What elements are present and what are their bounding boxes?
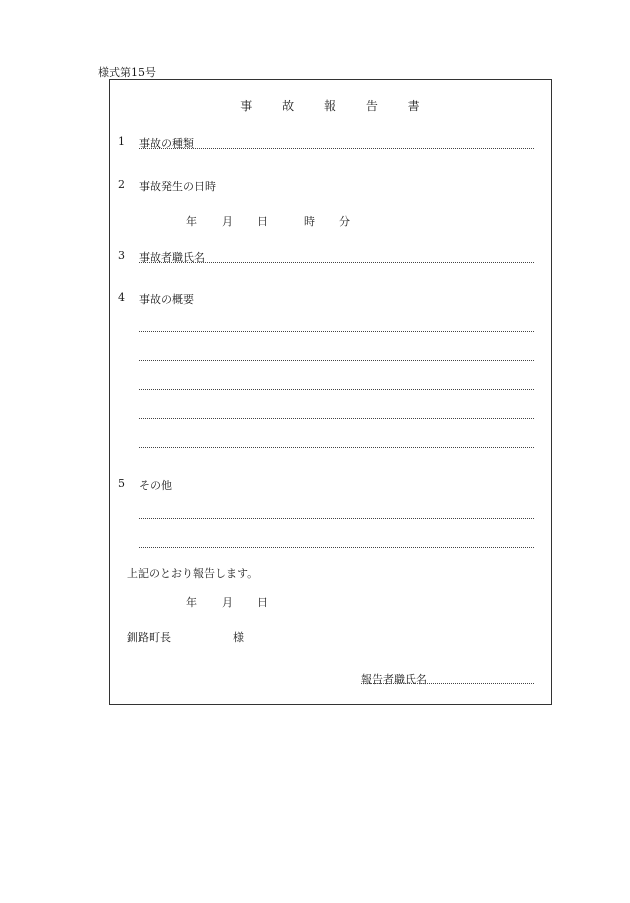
title-char: 事 bbox=[240, 99, 254, 113]
section-3-number: 3 bbox=[118, 249, 125, 262]
other-line[interactable] bbox=[139, 547, 534, 548]
section-2-label: 事故発生の日時 bbox=[139, 180, 216, 193]
section-4-number: 4 bbox=[118, 291, 125, 304]
summary-line[interactable] bbox=[139, 389, 534, 390]
addressee: 釧路町長 bbox=[127, 631, 171, 644]
report-month-label: 月 bbox=[222, 596, 233, 609]
summary-line[interactable] bbox=[139, 418, 534, 419]
form-number: 様式第15号 bbox=[98, 66, 156, 79]
accident-type-field[interactable] bbox=[139, 148, 534, 149]
datetime-month-label: 月 bbox=[222, 215, 233, 228]
datetime-day-label: 日 bbox=[257, 215, 268, 228]
reporter-label: 報告者職氏名 bbox=[361, 673, 427, 686]
section-4-label: 事故の概要 bbox=[139, 293, 194, 306]
title-char: 故 bbox=[282, 99, 296, 113]
form-title bbox=[110, 97, 551, 114]
datetime-minute-label: 分 bbox=[339, 215, 350, 228]
other-line[interactable] bbox=[139, 518, 534, 519]
summary-line[interactable] bbox=[139, 331, 534, 332]
section-3-label: 事故者職氏名 bbox=[139, 251, 205, 264]
reporter-field[interactable] bbox=[361, 683, 534, 684]
summary-line[interactable] bbox=[139, 360, 534, 361]
closing-statement: 上記のとおり報告します。 bbox=[127, 567, 259, 580]
accident-person-field[interactable] bbox=[139, 262, 534, 263]
section-1-label: 事故の種類 bbox=[139, 137, 194, 150]
datetime-hour-label: 時 bbox=[304, 215, 315, 228]
section-2-number: 2 bbox=[118, 178, 125, 191]
section-5-label: その他 bbox=[139, 479, 172, 492]
report-year-label: 年 bbox=[186, 596, 197, 609]
section-5-number: 5 bbox=[118, 477, 125, 490]
section-1-number: 1 bbox=[118, 135, 125, 148]
report-form-frame bbox=[109, 79, 552, 705]
title-char: 告 bbox=[365, 99, 379, 113]
honorific: 様 bbox=[233, 631, 244, 644]
report-day-label: 日 bbox=[257, 596, 268, 609]
title-char: 報 bbox=[323, 99, 337, 113]
title-char: 書 bbox=[407, 99, 421, 113]
summary-line[interactable] bbox=[139, 447, 534, 448]
datetime-year-label: 年 bbox=[186, 215, 197, 228]
